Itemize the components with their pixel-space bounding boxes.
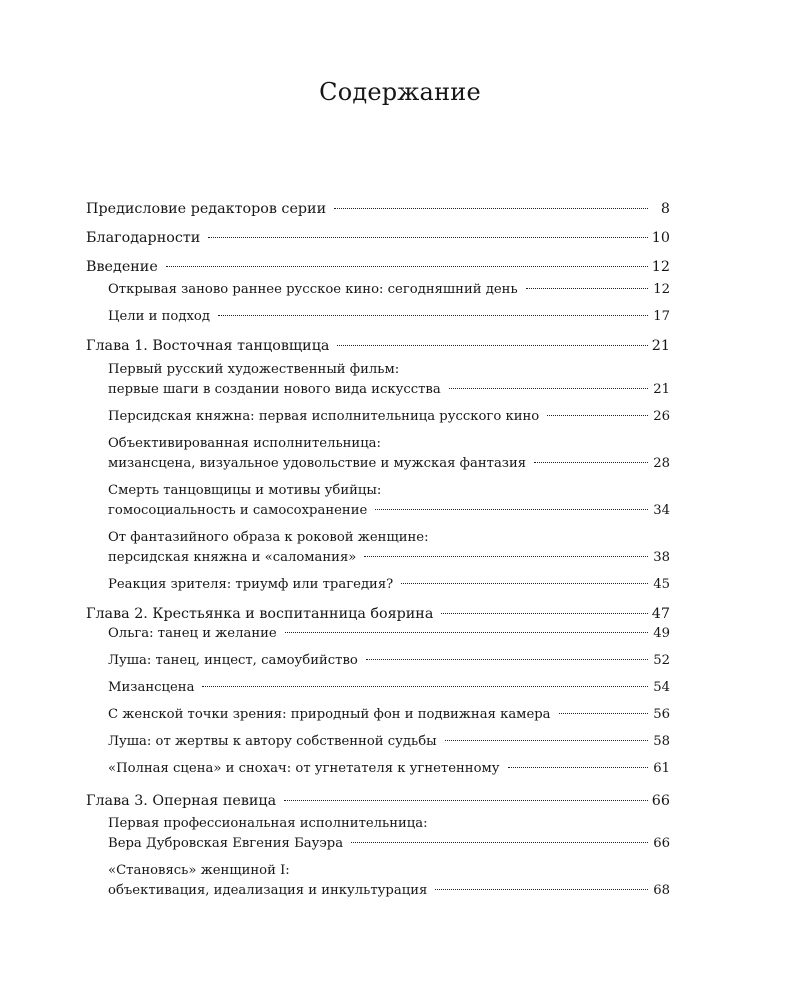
toc-list <box>86 199 670 901</box>
toc-entry-title: Предисловие редакторов серии <box>86 199 330 219</box>
toc-section-entry[interactable] <box>86 280 670 300</box>
toc-section-entry[interactable] <box>86 759 670 779</box>
dot-leader <box>337 344 647 346</box>
toc-entry-title: Персидская княжна: первая исполнительница русского кино <box>108 407 543 427</box>
toc-entry-title: Мизансцена <box>108 678 198 698</box>
toc-page-number: 54 <box>653 680 670 695</box>
dot-leader <box>334 207 648 209</box>
toc-section-entry[interactable] <box>86 732 670 752</box>
toc-chapter-entry[interactable] <box>86 199 670 219</box>
toc-section-entry[interactable] <box>86 575 670 595</box>
toc-chapter-entry[interactable] <box>86 791 670 811</box>
dot-leader <box>366 658 648 660</box>
toc-entry-title: Реакция зрителя: триумф или трагедия? <box>108 575 397 595</box>
dot-leader <box>202 685 648 687</box>
toc-section-entry[interactable] <box>86 705 670 725</box>
toc-entry-title: Луша: от жертвы к автору собственной судьбы <box>108 732 441 752</box>
toc-section-entry[interactable] <box>86 434 670 474</box>
toc-entry-title: мизансцена, визуальное удовольствие и мужская фантазия <box>108 454 530 474</box>
dot-leader <box>375 508 648 510</box>
toc-page-number: 61 <box>653 761 670 776</box>
toc-entry-title: Глава 3. Оперная певица <box>86 791 280 811</box>
toc-entry-title: Луша: танец, инцест, самоубийство <box>108 651 362 671</box>
dot-leader <box>208 236 648 238</box>
dot-leader <box>284 799 648 801</box>
toc-entry-title: Глава 2. Крестьянка и воспитанница боярина <box>86 604 437 624</box>
toc-page-number: 21 <box>651 338 670 354</box>
toc-entry-title: Глава 1. Восточная танцовщица <box>86 336 333 356</box>
toc-section-entry[interactable] <box>86 407 670 427</box>
toc-page-number: 12 <box>651 259 670 275</box>
dot-leader <box>351 841 648 843</box>
toc-entry-title: гомосоциальность и самосохранение <box>108 501 371 521</box>
toc-section-entry[interactable] <box>86 651 670 671</box>
toc-page-number: 8 <box>660 201 670 217</box>
toc-section-entry[interactable] <box>86 360 670 400</box>
toc-section-entry[interactable] <box>86 481 670 521</box>
toc-entry-title-line1: Смерть танцовщицы и мотивы убийцы: <box>108 483 382 498</box>
dot-leader <box>559 712 648 714</box>
dot-leader <box>285 631 648 633</box>
toc-chapter-entry[interactable] <box>86 257 670 277</box>
dot-leader <box>401 582 648 584</box>
toc-page-number: 10 <box>651 230 670 246</box>
toc-chapter-entry[interactable] <box>86 336 670 356</box>
toc-page-number: 21 <box>653 382 670 397</box>
dot-leader <box>534 461 648 463</box>
toc-page-number: 45 <box>653 577 670 592</box>
toc-section-entry[interactable] <box>86 307 670 327</box>
toc-entry-title-line1: Первый русский художественный фильм: <box>108 362 400 377</box>
toc-page-number: 66 <box>653 836 670 851</box>
toc-page-number: 34 <box>653 503 670 518</box>
dot-leader <box>508 766 648 768</box>
toc-entry-title: Вера Дубровская Евгения Бауэра <box>108 834 347 854</box>
toc-entry-title: объективация, идеализация и инкультурация <box>108 881 431 901</box>
toc-page-number: 38 <box>653 550 670 565</box>
toc-page-number: 66 <box>651 793 670 809</box>
toc-entry-title: персидская княжна и «саломания» <box>108 548 360 568</box>
toc-page-number: 68 <box>653 883 670 898</box>
toc-page-number: 58 <box>653 734 670 749</box>
dot-leader <box>435 888 648 890</box>
dot-leader <box>547 414 648 416</box>
dot-leader <box>441 612 647 614</box>
dot-leader <box>218 314 648 316</box>
toc-page-number: 17 <box>653 309 670 324</box>
toc-page-number: 56 <box>653 707 670 722</box>
toc-entry-title: Благодарности <box>86 228 204 248</box>
toc-entry-title: Цели и подход <box>108 307 214 327</box>
toc-section-entry[interactable] <box>86 528 670 568</box>
toc-page-number: 47 <box>651 606 670 622</box>
toc-section-entry[interactable] <box>86 861 670 901</box>
toc-section-entry[interactable] <box>86 814 670 854</box>
toc-entry-title: С женской точки зрения: природный фон и подвижная камера <box>108 705 555 725</box>
toc-page-number: 49 <box>653 626 670 641</box>
toc-page-number: 26 <box>653 409 670 424</box>
dot-leader <box>166 265 648 267</box>
page-title: Содержание <box>319 78 481 106</box>
toc-entry-title: первые шаги в создании нового вида искусства <box>108 380 445 400</box>
toc-page-number: 12 <box>653 282 670 297</box>
dot-leader <box>364 555 648 557</box>
toc-entry-title-line1: От фантазийного образа к роковой женщине: <box>108 530 429 545</box>
toc-entry-title: «Полная сцена» и снохач: от угнетателя к угнетенному <box>108 759 504 779</box>
dot-leader <box>449 387 648 389</box>
toc-entry-title: Открывая заново раннее русское кино: сегодняшний день <box>108 280 522 300</box>
toc-section-entry[interactable] <box>86 624 670 644</box>
toc-page-number: 28 <box>653 456 670 471</box>
toc-entry-title-line1: Объективированная исполнительница: <box>108 436 381 451</box>
toc-entry-title: Введение <box>86 257 162 277</box>
dot-leader <box>526 287 648 289</box>
toc-section-entry[interactable] <box>86 678 670 698</box>
toc-chapter-entry[interactable] <box>86 604 670 624</box>
toc-page-number: 52 <box>653 653 670 668</box>
toc-entry-title: Ольга: танец и желание <box>108 624 281 644</box>
dot-leader <box>445 739 648 741</box>
toc-entry-title-line1: «Становясь» женщиной I: <box>108 863 290 878</box>
toc-chapter-entry[interactable] <box>86 228 670 248</box>
toc-entry-title-line1: Первая профессиональная исполнительница: <box>108 816 428 831</box>
